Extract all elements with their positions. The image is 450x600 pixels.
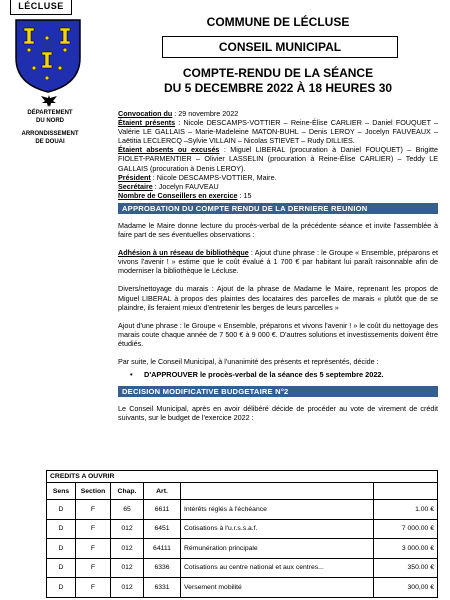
coat-of-arms xyxy=(0,0,96,15)
title-line-2: DU 5 DECEMBRE 2022 À 18 HEURES 30 xyxy=(163,81,393,95)
convocation-line: Convocation du : 29 novembre 2022 xyxy=(118,109,239,118)
document-title xyxy=(118,66,438,96)
table-row: D F 012 64111 Rémunération principale 3 000.00 € xyxy=(47,539,438,559)
secretaire-line: Secrétaire : Jocelyn FAUVEAU xyxy=(118,181,219,191)
table-row: D F 65 6611 Intérêts réglés à l'échéance 1.00 € xyxy=(47,500,438,520)
title-line-1: COMPTE-RENDU DE LA SÉANCE xyxy=(182,66,374,80)
president-line: Président : Nicole DESCAMPS-VOTTIER, Maire. xyxy=(118,172,277,182)
paragraph-intro: Madame le Maire donne lecture du procès-verbal de la précédente séance et invite l'assemblée à faire part de ses éventuelles observations : xyxy=(118,220,438,240)
presents-line: Étaient présents : Nicole DESCAMPS-VOTTIER – Reine-Élise CARLIER – Daniel FOUQUET – Valérie LE GALLAIS – Marie-Madeleine MATON-BUHL – Denis LEROY – Jocelyn FAUVEAUX – Laëtitia LECLERCQ –Sylvie VILLAIN – Nicolas STIEVET – Rudy DILLIES. xyxy=(118,118,438,146)
table-row: D F 012 6331 Versement mobilité 300,00 € xyxy=(47,578,438,598)
table-header: Chap. xyxy=(111,483,144,500)
dept-line-4: DE DOUAI xyxy=(35,138,65,145)
dept-line-2: DU NORD xyxy=(36,117,64,124)
section-heading-approbation: APPROBATION DU COMPTE RENDU DE LA DERNIERE REUNION xyxy=(118,203,438,214)
absents-line: Étaient absents ou excusés : Miguel LIBERAL (procuration à Daniel FOUQUET) – Brigitte FIOLET-PARMENTIER – Olivier LASSELIN (procuration à Reine-Élise CARLIER) – Teddy LE GALLAIS (procuration à Denis LEROY). xyxy=(118,145,438,173)
table-header xyxy=(181,483,374,500)
table-header: Art. xyxy=(144,483,181,500)
document-body xyxy=(118,109,438,422)
paragraph-budget: Le Conseil Municipal, après en avoir délibéré décide de procéder au vote de virement de crédit suivants, sur le budget de l'exercice 2022 : xyxy=(118,404,438,423)
table-header xyxy=(374,483,438,500)
paragraph-ajout: Ajout d'une phrase : le Groupe « Ensemble, préparons et vivons l'avenir ! » le coût du nettoyage des marais coute chaque année de 7 500 € à 9 000 €. D'autres solutions et investissements doivent être étudiés. xyxy=(118,320,438,348)
paragraph-decision: Par suite, le Conseil Municipal, à l'unanimité des présents et représentés, décide : xyxy=(118,356,379,366)
table-caption: CREDITS A OUVRIR xyxy=(47,471,438,483)
table-header: Sens xyxy=(47,483,76,500)
section-heading-decision: DECISION MODIFICATIVE BUDGETAIRE N°2 xyxy=(118,386,438,397)
bullet-approve: • D'APPROUVER le procès-verbal de la séance des 5 septembre 2022. xyxy=(130,370,384,380)
dept-line-1: DÉPARTEMENT xyxy=(27,110,73,116)
department-block xyxy=(8,110,92,146)
table-header: Section xyxy=(76,483,111,500)
dept-line-3: ARRONDISSEMENT xyxy=(21,131,79,137)
paragraph-marais: Divers/nettoyage du marais : Ajout de la phrase de Madame le Maire, reprenant les propos de Miguel LIBERAL à propos des plaintes des locataires des parcelles de marais « plutôt que de se plaindre, ils feraient mieux d'entretenir les berges de leurs parcelles » xyxy=(118,284,438,312)
conseil-title-box: CONSEIL MUNICIPAL xyxy=(162,36,398,58)
credits-table xyxy=(46,470,438,598)
nombre-line: Nombre de Conseillers en exercice : 15 xyxy=(118,190,252,200)
crest-banner: LÉCLUSE xyxy=(10,0,72,15)
commune-title: COMMUNE DE LÉCLUSE xyxy=(206,15,350,29)
table-row: D F 012 6336 Cotisations au centre national et aux centres... 350.00 € xyxy=(47,558,438,578)
eagle-icon xyxy=(40,94,58,108)
table-row: D F 012 6451 Cotisations à l'u.r.s.s.a.f. 7 000.00 € xyxy=(47,519,438,539)
shield-icon xyxy=(14,18,82,94)
paragraph-bibliotheque: Adhésion à un réseau de bibliothèque : Ajout d'une phrase : le Groupe « Ensemble, préparons et vivons l'avenir ! » estime que le coût évalué à 1 700 € par habitant lui paraît raisonnable afin de moderniser la bibliothèque le Lécluse. xyxy=(118,248,438,276)
